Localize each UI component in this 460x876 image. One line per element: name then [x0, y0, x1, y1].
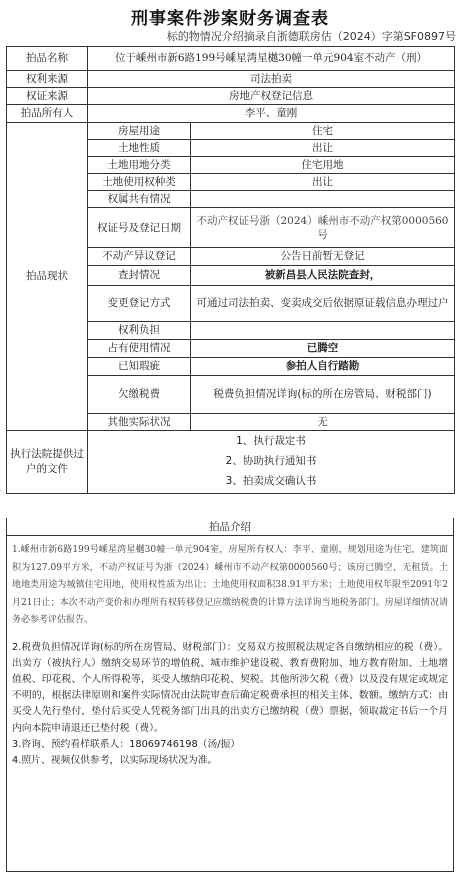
- status-item-value: 不动产权证号浙（2024）嵊州市不动产权第0000560号: [191, 208, 455, 248]
- status-item-value: 被新昌县人民法院查封，: [191, 265, 455, 285]
- item-name-value: 位于嵊州市新6路199号嵊星湾星樾30幢一单元904室不动产（刑）: [88, 47, 455, 71]
- status-item-value: 已腾空: [191, 339, 455, 357]
- owner-label: 拍品所有人: [7, 105, 88, 122]
- status-item-label: 土地性质: [88, 139, 191, 156]
- procedure-label: 执行法院提供过户的文件: [7, 430, 88, 493]
- cert-source-label: 权证来源: [7, 88, 88, 105]
- table-row: [7, 430, 455, 493]
- status-item-value: 公告日前暂无登记: [191, 248, 455, 265]
- status-item-value: 出让: [191, 174, 455, 191]
- contact-paragraph: 3.咨询、预约看样联系人：18069746198（汤/振）: [12, 738, 241, 750]
- table-row: [7, 71, 455, 88]
- status-item-value: [191, 321, 455, 339]
- status-item-value: 税费负担情况详询(标的所在房管局、财税部门): [191, 375, 455, 413]
- status-item-label: 欠缴税费: [88, 375, 191, 413]
- status-item-label: 房屋用途: [88, 122, 191, 139]
- owner-value: 李平、童刚: [88, 105, 455, 122]
- table-row: [7, 47, 455, 71]
- status-item-label: 权属共有情况: [88, 191, 191, 208]
- tax-paragraph: 2.税费负担情况详询(标的所在房管局、财税部门）：交易双方按照税法规定各自缴纳相应的税（费）。出卖方（被执行人）缴纳交易环节的增值税、城市维护建设税、教育费附加、地方教育附加、土地增值税、印花税、个人所得税等，买受人缴纳印花税、契税。其他所涉欠税（费）以及没有规定或规定不明的，根据法律原则和案件实际情况由法院审查后确定税费承担的相关主体、数额。缴纳方式：由买受人先行垫付，垫付后买受人凭税务部门出具的出卖方已缴纳税（费）票据，领取裁定书后一个月内向本院申请退还已垫付税（费）。: [12, 641, 448, 734]
- status-label: 拍品现状: [7, 122, 88, 430]
- status-item-value: 参拍人自行踏勘: [191, 357, 455, 375]
- page-title: 刑事案件涉案财务调查表: [131, 9, 329, 29]
- cert-source-value: 房地产权登记信息: [88, 88, 455, 105]
- status-item-value: [191, 191, 455, 208]
- property-info-table: [6, 46, 455, 494]
- status-item-label: 占有使用情况: [88, 339, 191, 357]
- table-row: [7, 88, 455, 105]
- description-paragraph: 1.嵊州市新6路199号嵊星湾星樾30幢一单元904室，房屋所有权人：李平、童刚，规划用途为住宅，建筑面积为127.09平方米，不动产权证号为浙（2024）嵊州市不动产权第0000560号；该房已腾空，无租赁。土地地类用途为城镇住宅用地，使用权性质为出让；土地使用权面积38.91平方米；土地使用权年限至2091年2月21日止；本次不动产变价和办理所有权转移登记应缴纳税费的计算方法详询当地税务部门。房屋详细情况请务必参考评估报告。: [12, 545, 448, 626]
- item-description-heading: 拍品介绍: [7, 518, 453, 536]
- item-description-section: [6, 518, 454, 872]
- rights-source-label: 权利来源: [7, 71, 88, 88]
- status-item-label: 已知瑕疵: [88, 357, 191, 375]
- rights-source-value: 司法拍卖: [88, 71, 455, 88]
- status-item-label: 权利负担: [88, 321, 191, 339]
- status-item-label: 查封情况: [88, 265, 191, 285]
- status-item-label: 土地用地分类: [88, 156, 191, 173]
- table-row: [7, 122, 455, 139]
- table-row: [7, 105, 455, 122]
- status-item-label: 不动产异议登记: [88, 248, 191, 265]
- report-reference: 标的物情况介绍摘录自浙德联房估（2024）字第SF0897号: [166, 30, 456, 43]
- procedure-item: 2、协助执行通知书: [225, 454, 317, 467]
- disclaimer-paragraph: 4.照片、视频仅供参考，以实际现场状况为准。: [12, 754, 218, 766]
- status-item-label: 土地使用权种类: [88, 174, 191, 191]
- status-item-value: 出让: [191, 139, 455, 156]
- status-item-label: 变更登记方式: [88, 285, 191, 321]
- status-item-value: 无: [191, 413, 455, 430]
- procedure-documents: [88, 430, 455, 493]
- status-item-value: 住宅用地: [191, 156, 455, 173]
- status-item-label: 其他实际状况: [88, 413, 191, 430]
- status-item-value: 可通过司法拍卖、变卖成交后依据原证载信息办理过户: [191, 285, 455, 321]
- item-name-label: 拍品名称: [7, 47, 88, 71]
- procedure-item: 3、拍卖成交确认书: [225, 474, 317, 487]
- status-item-label: 权证号及登记日期: [88, 208, 191, 248]
- procedure-item: 1、执行裁定书: [236, 434, 306, 447]
- status-item-value: 住宅: [191, 122, 455, 139]
